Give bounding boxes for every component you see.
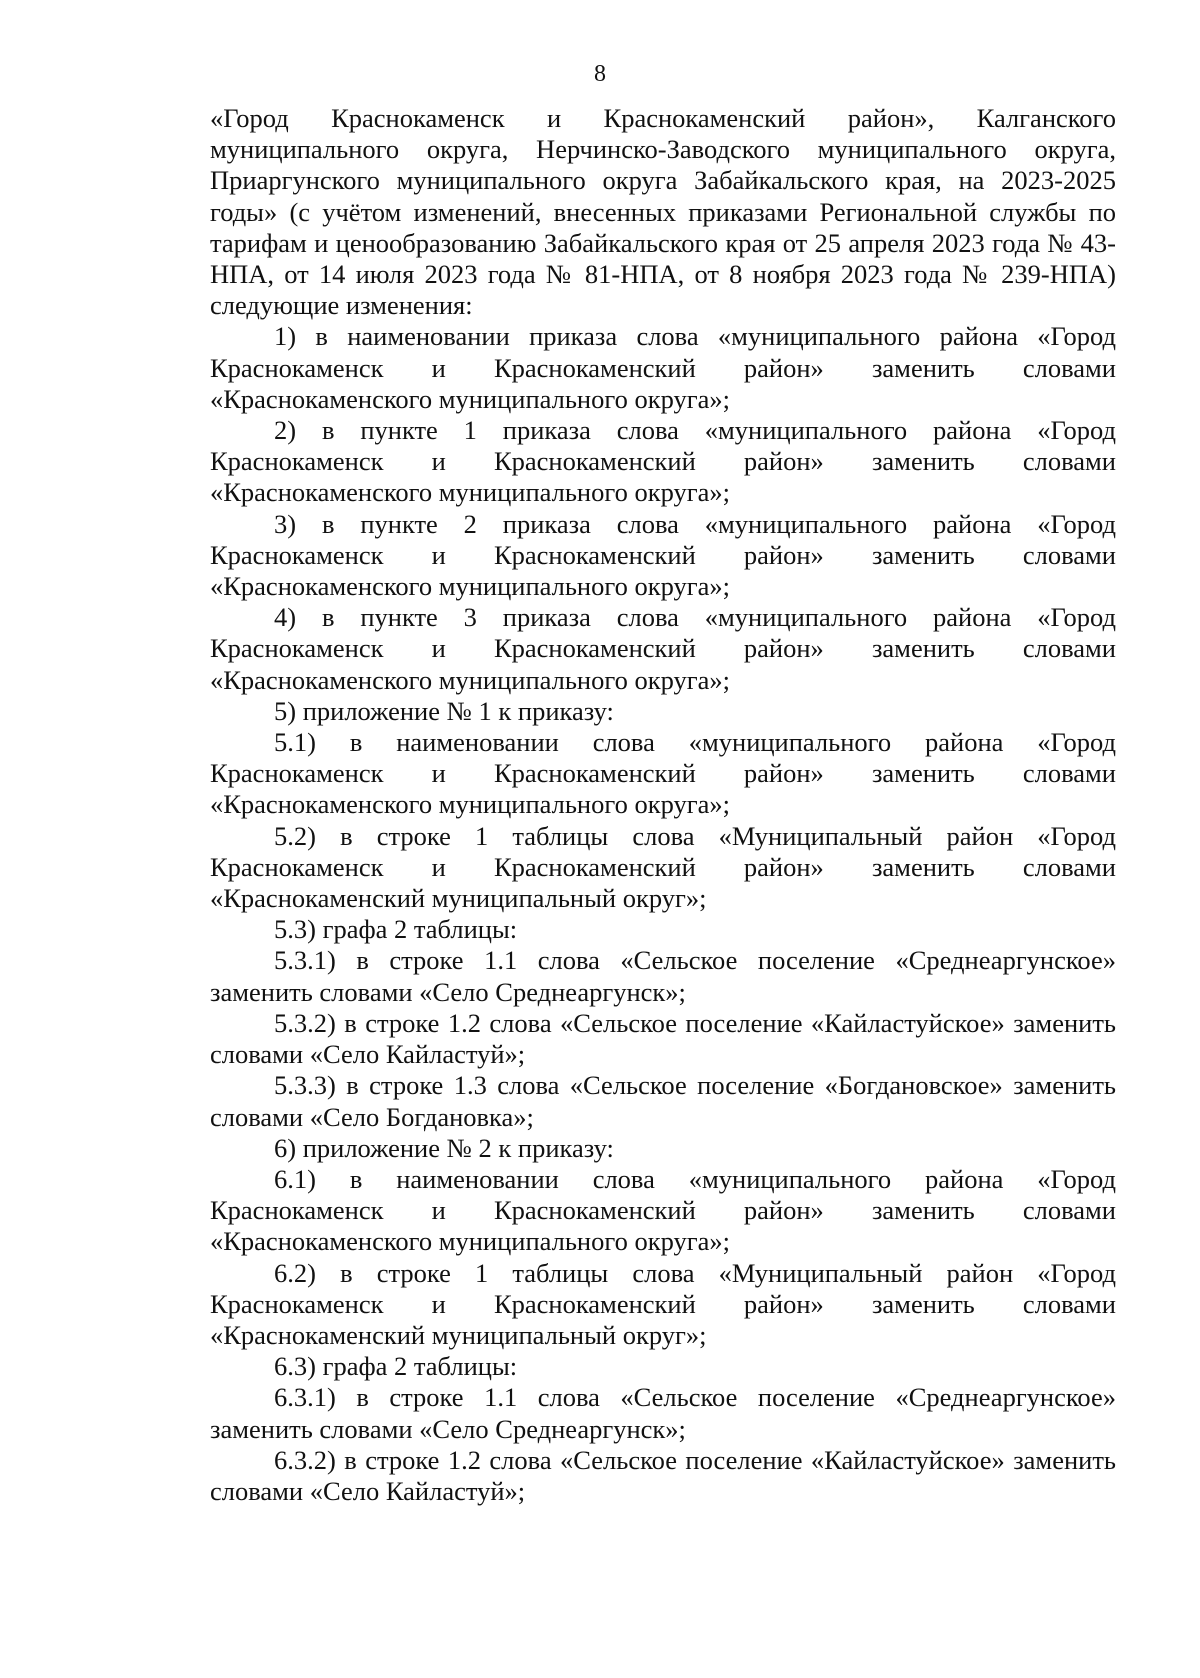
paragraph-item-5-3: 5.3) графа 2 таблицы: <box>274 914 518 945</box>
paragraph-item-6: 6) приложение № 2 к приказу: <box>274 1132 614 1163</box>
paragraph-item-5: 5) приложение № 1 к приказу: <box>274 695 614 726</box>
paragraph-item-5-3-3: 5.3.3) в строке 1.3 слова «Сельское поселение «Богдановское» заменить словами «Село Богдановка»; <box>210 1070 1116 1132</box>
paragraph-item-5-3-2: 5.3.2) в строке 1.2 слова «Сельское поселение «Кайластуйское» заменить словами «Село Кайластуй»; <box>210 1007 1116 1070</box>
paragraph-item-6-3: 6.3) графа 2 таблицы: <box>274 1351 518 1382</box>
paragraph-item-5-3-1: 5.3.1) в строке 1.1 слова «Сельское поселение «Среднеаргунское» заменить словами «Село Среднеаргунск»; <box>210 945 1116 1007</box>
paragraph-intro: «Город Краснокаменск и Краснокаменский район», Калганского муниципального округа, Нерчинско-Заводского муниципального округа, Приаргунского муниципального округа Забайкальского края, на 2023-2025 годы» (с учётом изменений, внесенных приказами Региональной службы по тарифам и ценообразованию Забайкальского края от 25 апреля 2023 года № 43-НПА, от 14 июля 2023 года № 81-НПА, от 8 ноября 2023 года № 239-НПА) следующие изменения: <box>210 103 1116 321</box>
paragraph-item-5-2: 5.2) в строке 1 таблицы слова «Муниципальный район «Город Краснокаменск и Краснокаменский район» заменить словами «Краснокаменский муниципальный округ»; <box>210 820 1116 914</box>
paragraph-item-2: 2) в пункте 1 приказа слова «муниципального района «Город Краснокаменск и Краснокаменский район» заменить словами «Краснокаменского муниципального округа»; <box>210 415 1116 508</box>
document-body <box>210 103 1116 1507</box>
paragraph-item-6-1: 6.1) в наименовании слова «муниципального района «Город Краснокаменск и Краснокаменский район» заменить словами «Краснокаменского муниципального округа»; <box>210 1163 1116 1257</box>
paragraph-item-6-3-2: 6.3.2) в строке 1.2 слова «Сельское поселение «Кайластуйское» заменить словами «Село Кайластуй»; <box>210 1444 1116 1506</box>
paragraph-item-3: 3) в пункте 2 приказа слова «муниципального района «Город Краснокаменск и Краснокаменский район» заменить словами «Краснокаменского муниципального округа»; <box>210 508 1116 602</box>
page-number: 8 <box>594 61 606 87</box>
paragraph-item-6-3-1: 6.3.1) в строке 1.1 слова «Сельское поселение «Среднеаргунское» заменить словами «Село Среднеаргунск»; <box>210 1382 1116 1444</box>
paragraph-item-5-1: 5.1) в наименовании слова «муниципального района «Город Краснокаменск и Краснокаменский район» заменить словами «Краснокаменского муниципального округа»; <box>210 727 1116 820</box>
paragraph-item-1: 1) в наименовании приказа слова «муниципального района «Город Краснокаменск и Краснокаменский район» заменить словами «Краснокаменского муниципального округа»; <box>210 321 1116 414</box>
paragraph-item-6-2: 6.2) в строке 1 таблицы слова «Муниципальный район «Город Краснокаменск и Краснокаменский район» заменить словами «Краснокаменский муниципальный округ»; <box>210 1257 1116 1350</box>
paragraph-item-4: 4) в пункте 3 приказа слова «муниципального района «Город Краснокаменск и Краснокаменский район» заменить словами «Краснокаменского муниципального округа»; <box>210 602 1116 695</box>
